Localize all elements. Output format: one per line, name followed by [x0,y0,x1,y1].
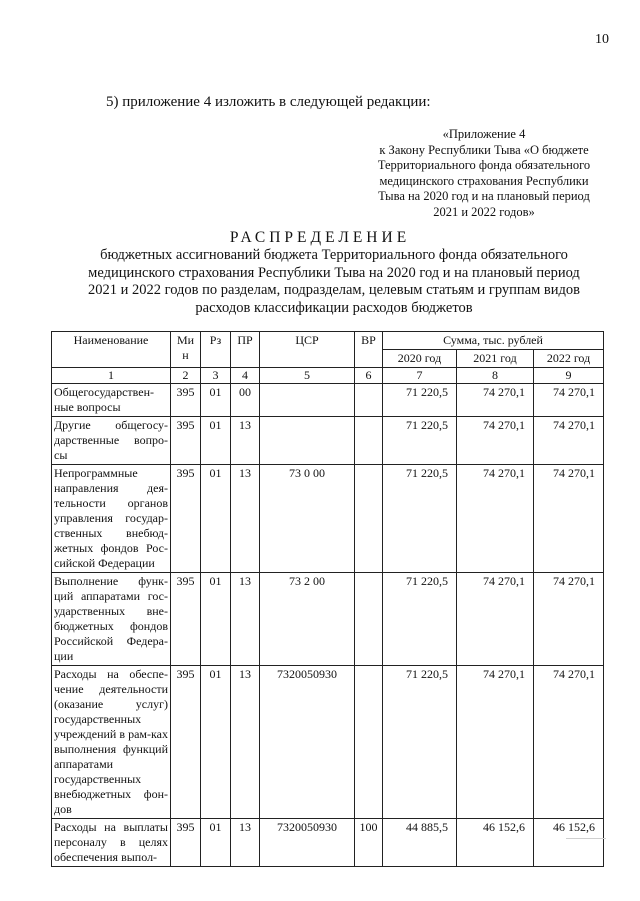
row-rz-cell: 01 [201,573,231,666]
table-row [52,465,604,573]
row-name-cell: Выполнение функ-ций аппаратами гос-ударственных вне-бюджетных фондов Российской Федера-ции [52,573,171,666]
header-name: Наименование [52,332,171,368]
row-pr-cell: 13 [231,465,260,573]
row-rz-cell: 01 [201,465,231,573]
row-csr-cell: 73 0 00 [260,465,355,573]
row-pr-cell: 13 [231,666,260,819]
row-min-cell: 395 [171,819,201,867]
row-min-cell: 395 [171,465,201,573]
row-csr-cell: 7320050930 [260,819,355,867]
appendix-reference [368,127,600,220]
row-name-cell: Расходы на выплаты персоналу в целях обеспечения выпол- [52,819,171,867]
row-amount-2022: 74 270,1 [534,384,604,417]
row-vr-cell [355,384,383,417]
row-csr-cell: 73 2 00 [260,573,355,666]
column-number: 2 [171,368,201,384]
column-number: 4 [231,368,260,384]
row-amount-2022: 46 152,6 [534,819,604,867]
row-min-cell: 395 [171,573,201,666]
column-number: 6 [355,368,383,384]
column-number: 1 [52,368,171,384]
row-amount-2020: 71 220,5 [383,417,457,465]
row-amount-2022: 74 270,1 [534,666,604,819]
column-number: 8 [457,368,534,384]
row-vr-cell [355,573,383,666]
subtitle-line: бюджетных ассигнований бюджета Территориального фонда обязательного [100,247,568,263]
row-rz-cell: 01 [201,666,231,819]
appendix-line: к Закону Республики Тыва «О бюджете [379,142,589,157]
subtitle-line: медицинского страхования Республики Тыва на 2020 год и на плановый период [88,264,580,281]
table-row [52,573,604,666]
row-amount-2020: 71 220,5 [383,666,457,819]
row-vr-cell [355,417,383,465]
header-min: Ми н [171,332,201,368]
row-amount-2020: 71 220,5 [383,573,457,666]
header-year-2020: 2020 год [383,350,457,368]
row-min-cell: 395 [171,666,201,819]
row-pr-cell: 00 [231,384,260,417]
row-amount-2021: 46 152,6 [457,819,534,867]
row-amount-2021: 74 270,1 [457,384,534,417]
row-pr-cell: 13 [231,573,260,666]
row-csr-cell [260,417,355,465]
header-csr: ЦСР [260,332,355,368]
row-name-cell: Расходы на обеспе-чение деятельности (оказание услуг) государственных учреждений в рам-ках выполнения функций аппаратами государственных внебюджетных фон-дов [52,666,171,819]
appendix-line: 2021 и 2022 годов» [433,204,535,219]
row-csr-cell: 7320050930 [260,666,355,819]
row-vr-cell: 100 [355,819,383,867]
table-row [52,384,604,417]
column-number: 9 [534,368,604,384]
row-pr-cell: 13 [231,819,260,867]
row-rz-cell: 01 [201,819,231,867]
header-year-2021: 2021 год [457,350,534,368]
row-amount-2022: 74 270,1 [534,573,604,666]
subtitle-line: расходов классификации расходов бюджетов [195,299,473,316]
row-amount-2020: 71 220,5 [383,384,457,417]
intro-text: 5) приложение 4 изложить в следующей редакции: [106,94,431,110]
row-pr-cell: 13 [231,417,260,465]
header-pr: ПР [231,332,260,368]
column-number: 5 [260,368,355,384]
scan-artifact [566,838,606,839]
row-amount-2020: 71 220,5 [383,465,457,573]
row-amount-2021: 74 270,1 [457,666,534,819]
row-amount-2021: 74 270,1 [457,465,534,573]
appendix-line: медицинского страхования Республики [379,173,589,188]
column-number: 7 [383,368,457,384]
document-subtitle [64,247,604,317]
table-row [52,417,604,465]
appendix-line: Тыва на 2020 год и на плановый период [378,189,590,203]
row-amount-2021: 74 270,1 [457,573,534,666]
row-vr-cell [355,666,383,819]
row-name-cell: Непрограммные направления дея-тельности органов управления государ-ственных внебюд-жетных фондов Рос-сийской Федерации [52,465,171,573]
column-number: 3 [201,368,231,384]
row-amount-2022: 74 270,1 [534,465,604,573]
row-csr-cell [260,384,355,417]
table-row [52,666,604,819]
row-name-cell: Общегосударствен-ные вопросы [52,384,171,417]
column-number-row [52,368,604,384]
row-rz-cell: 01 [201,384,231,417]
table-row [52,819,604,867]
row-min-cell: 395 [171,417,201,465]
appendix-line: Территориального фонда обязательного [377,158,591,172]
subtitle-line: 2021 и 2022 годов по разделам, подразделам, целевым статьям и группам видов [87,282,581,298]
row-name-cell: Другие общегосу-дарственные вопро-сы [52,417,171,465]
row-vr-cell [355,465,383,573]
row-rz-cell: 01 [201,417,231,465]
header-rz: Рз [201,332,231,368]
row-amount-2021: 74 270,1 [457,417,534,465]
row-amount-2022: 74 270,1 [534,417,604,465]
header-year-2022: 2022 год [534,350,604,368]
budget-allocation-table [51,331,604,867]
row-min-cell: 395 [171,384,201,417]
document-title: РАСПРЕДЕЛЕНИЕ [229,229,411,246]
row-amount-2020: 44 885,5 [383,819,457,867]
page-number: 10 [595,32,609,47]
header-sum: Сумма, тыс. рублей [383,332,604,350]
appendix-line: «Приложение 4 [442,127,526,141]
header-vr: ВР [355,332,383,368]
